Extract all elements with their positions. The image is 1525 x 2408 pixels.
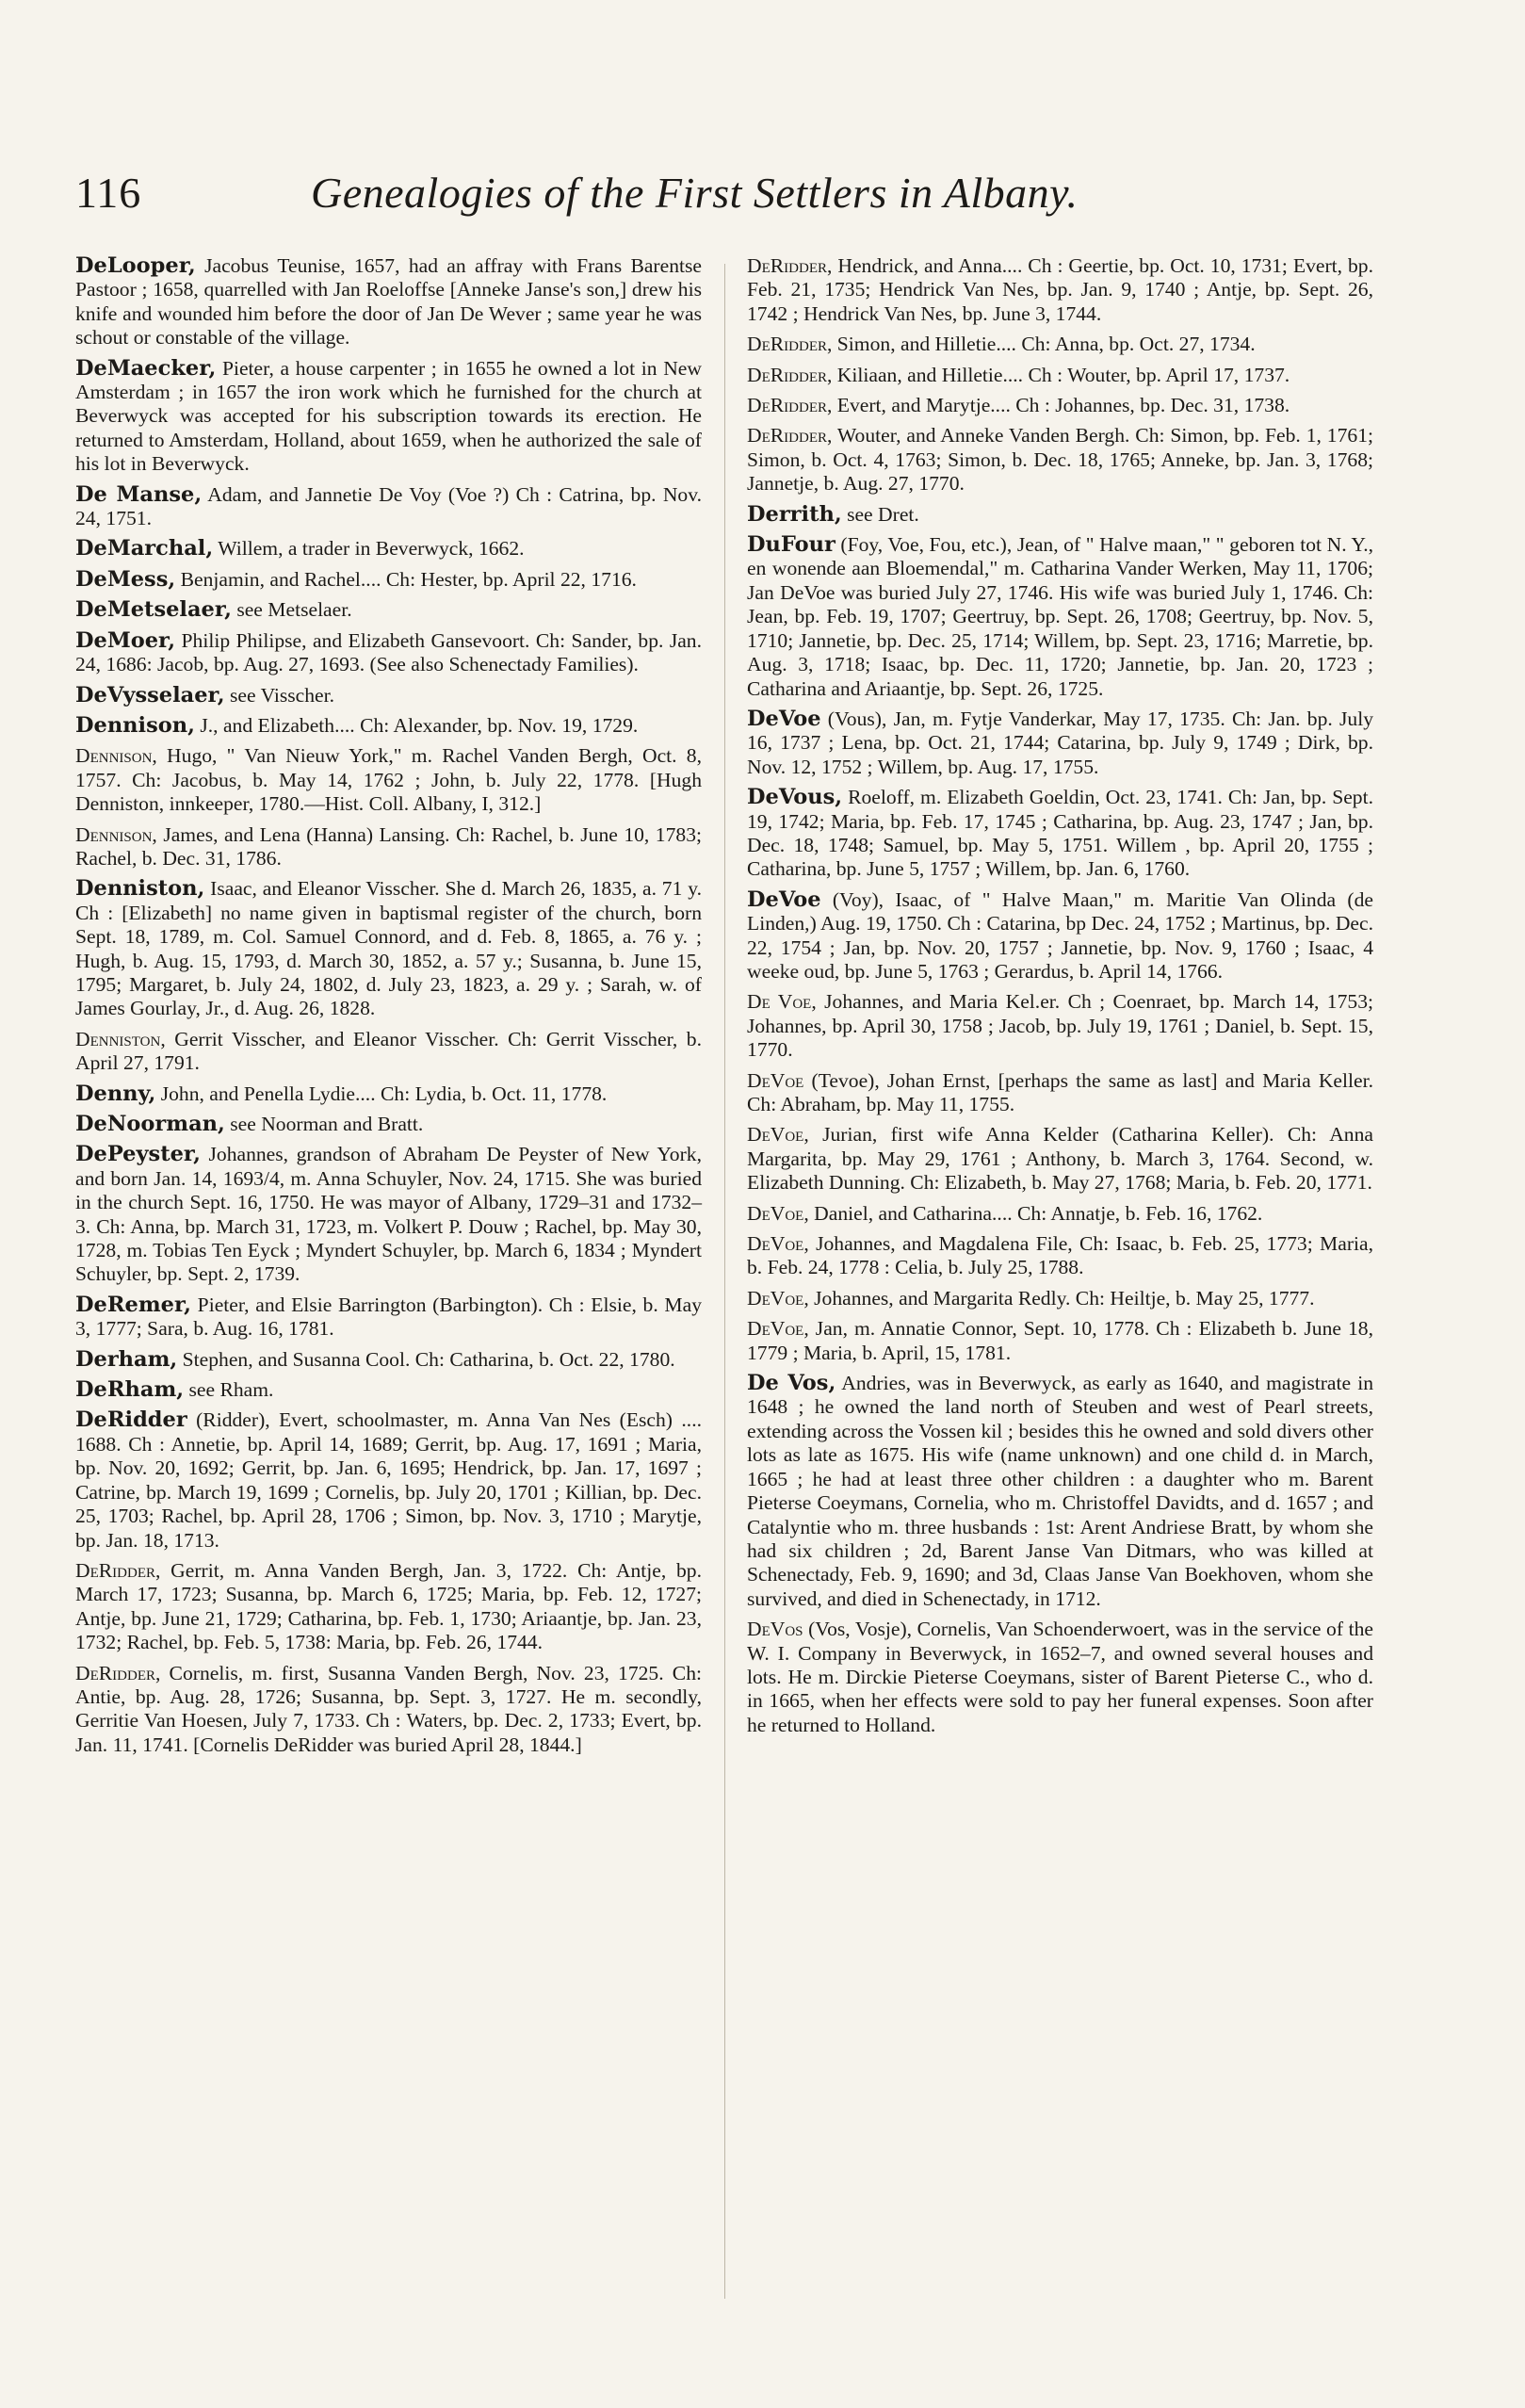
genealogy-entry xyxy=(747,1123,1373,1195)
genealogy-entry xyxy=(75,684,702,708)
entry-text: (Foy, Voe, Fou, etc.), Jean, of " Halve maan," " geboren tot N. Y., en wonende aan Bloemendal," m. Catharina Vander Werken, May 11, 1706; Jan DeVoe was buried July 27, 1746. His wife was buried July 1, 1746. Ch: Jean, bp. Feb. 19, 1707; Geertruy, bp. Sept. 26, 1708; Geertruy, bp. Nov. 5, 1710; Jannetie, bp. Dec. 25, 1714; Willem, bp. Sept. 23, 1716; Marretie, bp. Aug. 3, 1718; Isaac, bp. Dec. 11, 1720; Jannetie, bp. Jan. 20, 1723 ; Catharina and Ariaantje, bp. Sept. 26, 1725. xyxy=(747,533,1373,700)
entry-headword: DeMarchal, xyxy=(75,536,214,561)
entry-text: Daniel, and Catharina.... Ch: Annatje, b. Feb. 16, 1762. xyxy=(808,1201,1263,1225)
entry-headword: DeMoer, xyxy=(75,627,176,653)
entry-headword: De Vos, xyxy=(747,1371,836,1396)
entry-text: Jan, m. Annatie Connor, Sept. 10, 1778. Ch : Elizabeth b. June 18, 1779 ; Maria, b. April, 15, 1781. xyxy=(747,1317,1373,1364)
entry-headword: DeRham, xyxy=(75,1377,185,1403)
genealogy-entry xyxy=(75,568,702,592)
entry-headword: Derham, xyxy=(75,1346,178,1372)
entry-headword: Dennison, xyxy=(75,744,157,768)
genealogy-entry xyxy=(747,1287,1373,1310)
entry-text: James, and Lena (Hanna) Lansing. Ch: Rachel, b. June 10, 1783; Rachel, b. Dec. 31, 1786. xyxy=(75,822,702,870)
genealogy-entry xyxy=(75,483,702,531)
page-header xyxy=(75,168,1375,234)
entry-text: Jurian, first wife Anna Kelder (Catharina Keller). Ch: Anna Margarita, bp. May 29, 1761 ; Anthony, b. March 3, 1764. Second, w. Elizabeth Dunning. Ch: Elizabeth, b. May 27, 1768; Maria, b. Feb. 20, 1771. xyxy=(747,1123,1373,1195)
entry-text: Jacobus Teunise, 1657, had an affray with Frans Barentse Pastoor ; 1658, quarrelled with Jan Roeloffse [Anneke Janse's son,] drew his knife and wounded him before the door of Jan De Wever ; same year he was schout or constable of the village. xyxy=(75,254,702,350)
genealogy-entry xyxy=(747,394,1373,417)
entry-headword: DeVous, xyxy=(747,785,843,810)
entry-headword: DeLooper, xyxy=(75,253,196,278)
genealogy-entry xyxy=(75,357,702,477)
genealogy-entry xyxy=(75,598,702,622)
entry-text: John, and Penella Lydie.... Ch: Lydia, b. Oct. 11, 1778. xyxy=(155,1082,608,1105)
left-column xyxy=(75,254,702,1764)
entry-headword: Denny, xyxy=(75,1081,156,1106)
entry-headword: Dennison, xyxy=(75,712,195,738)
genealogy-entry xyxy=(75,1662,702,1758)
entry-headword: DeRidder, xyxy=(747,333,833,356)
entry-text: Johannes, and Magdalena File, Ch: Isaac, b. Feb. 25, 1773; Maria, b. Feb. 24, 1778 : Celia, b. July 25, 1788. xyxy=(747,1232,1373,1279)
entry-headword: De Voe, xyxy=(747,990,817,1014)
entry-headword: DePeyster, xyxy=(75,1142,201,1167)
entry-headword: DeVos xyxy=(747,1618,803,1641)
entry-text: see Metselaer. xyxy=(231,598,352,622)
text-columns xyxy=(75,254,1373,2327)
genealogy-entry xyxy=(75,1293,702,1342)
right-column xyxy=(747,254,1373,1744)
entry-text: Hendrick, and Anna.... Ch : Geertie, bp. Oct. 10, 1731; Evert, bp. Feb. 21, 1735; Hendrick Van Nes, bp. Jan. 9, 1740 ; Antje, bp. Sept. 26, 1742 ; Hendrick Van Nes, bp. June 3, 1744. xyxy=(747,254,1373,325)
entry-headword: DeVoe, xyxy=(747,1232,809,1256)
genealogy-entry xyxy=(747,1069,1373,1117)
genealogy-entry xyxy=(75,254,702,350)
genealogy-entry xyxy=(747,786,1373,882)
genealogy-entry xyxy=(75,877,702,1020)
genealogy-entry xyxy=(75,1378,702,1402)
entry-headword: DeMetselaer, xyxy=(75,597,232,623)
entry-headword: DeVoe, xyxy=(747,1201,809,1225)
entry-headword: DeMess, xyxy=(75,566,176,592)
entry-text: Pieter, and Elsie Barrington (Barbington). Ch : Elsie, b. May 3, 1777; Sara, b. Aug. 16, 1781. xyxy=(75,1293,702,1341)
genealogy-entry xyxy=(747,1202,1373,1226)
entry-headword: DeVoe, xyxy=(747,1286,809,1310)
entry-text: Stephen, and Susanna Cool. Ch: Catharina, b. Oct. 22, 1780. xyxy=(177,1347,675,1371)
entry-text: Gerrit Visscher, and Eleanor Visscher. Ch: Gerrit Visscher, b. April 27, 1791. xyxy=(75,1027,702,1075)
entry-text: Roeloff, m. Elizabeth Goeldin, Oct. 23, 1741. Ch: Jan, bp. Sept. 19, 1742; Maria, bp. Feb. 17, 1745 ; Catharina, bp. Aug. 23, 1747 ; Jan, bp. Dec. 18, 1748; Samuel, bp. May 5, 1751. Willem , bp. April 20, 1755 ; Catharina, bp. June 5, 1757 ; Willem, bp. Jan. 6, 1760. xyxy=(747,786,1373,881)
entry-text: Andries, was in Beverwyck, as early as 1640, and magistrate in 1648 ; he owned the land north of Steuben and west of Pearl streets, extending across the Vossen kil ; besides this he owned and sold divers other lots as late as 1675. His wife (name unknown) and one child d. in March, 1665 ; he had at least three other children : a daughter who m. Barent Pieterse Coeymans, Cornelia, who m. Christoffel Davidts, and d. 1657 ; and Catalyntie who m. three husbands : 1st: Arent Andriese Bratt, by whom she had six children ; 2d, Barent Janse Van Ditmars, who was killed at Schenectady, Feb. 9, 1690; and 3d, Claas Janse Van Boekhoven, whom she survived, and died in Schenectady, in 1712. xyxy=(747,1372,1373,1610)
entry-text: see Visscher. xyxy=(224,683,335,707)
entry-headword: DeRidder, xyxy=(75,1558,161,1582)
genealogy-entry xyxy=(747,888,1373,984)
genealogy-entry xyxy=(747,1317,1373,1365)
genealogy-entry xyxy=(75,1559,702,1655)
entry-text: (Vos, Vosje), Cornelis, Van Schoenderwoert, was in the service of the W. I. Company in Beverwyck, in 1652–7, and owned several houses and lots. He m. Dirckie Pieterse Coeymans, sister of Barent Pieterse C., who d. in 1665, when her effects were sold to pay her funeral expenses. Soon after he returned to Holland. xyxy=(747,1618,1373,1736)
genealogy-entry xyxy=(747,1232,1373,1280)
entry-headword: DeVoe, xyxy=(747,1123,809,1147)
entry-text: (Ridder), Evert, schoolmaster, m. Anna Van Nes (Esch) .... 1688. Ch : Annetie, bp. April 14, 1689; Gerrit, bp. Aug. 17, 1691 ; Maria, bp. Nov. 20, 1692; Gerrit, bp. Jan. 6, 1695; Hendrick, bp. Jan. 17, 1697 ; Catrine, bp. March 19, 1699 ; Cornelis, bp. July 20, 1701 ; Killian, bp. Dec. 25, 1703; Rachel, bp. April 28, 1706 ; Simon, bp. Nov. 3, 1710 ; Marytje, bp. Jan. 18, 1713. xyxy=(75,1408,702,1552)
genealogy-entry xyxy=(747,1372,1373,1611)
entry-text: Hugo, " Van Nieuw York," m. Rachel Vanden Bergh, Oct. 8, 1757. Ch: Jacobus, b. May 14, 1762 ; John, b. July 22, 1778. [Hugh Denniston, innkeeper, 1780.—Hist. Coll. Albany, I, 312.] xyxy=(75,744,702,816)
entry-text: J., and Elizabeth.... Ch: Alexander, bp. Nov. 19, 1729. xyxy=(194,713,639,737)
genealogy-entry xyxy=(747,254,1373,326)
entry-headword: DeRidder, xyxy=(75,1661,161,1684)
page-number: 116 xyxy=(75,169,142,217)
entry-text: see Rham. xyxy=(184,1378,274,1402)
genealogy-entry xyxy=(75,823,702,871)
entry-text: Pieter, a house carpenter ; in 1655 he owned a lot in New Amsterdam ; in 1657 the iron work which he furnished for the church at Beverwyck was accepted for his subscription towards its erection. He returned to Amsterdam, Holland, about 1659, when he authorized the sale of his lot in Beverwyck. xyxy=(75,356,702,476)
entry-text: Kiliaan, and Hilletie.... Ch : Wouter, bp. April 17, 1737. xyxy=(832,363,1290,386)
entry-text: Cornelis, m. first, Susanna Vanden Bergh, Nov. 23, 1725. Ch: Antie, bp. Aug. 28, 1726; Susanna, bp. Sept. 3, 1727. He m. secondly, Gerritie Van Hoesen, July 7, 1733. Ch : Waters, bp. Dec. 2, 1733; Evert, bp. Jan. 11, 1741. [Cornelis DeRidder was buried April 28, 1844.] xyxy=(75,1661,702,1756)
entry-headword: DeRidder, xyxy=(747,424,833,447)
genealogy-entry xyxy=(75,629,702,677)
entry-headword: Denniston, xyxy=(75,876,205,902)
genealogy-entry xyxy=(75,1348,702,1372)
genealogy-entry xyxy=(75,1113,702,1136)
entry-headword: DeNoorman, xyxy=(75,1112,225,1136)
entry-headword: De Manse, xyxy=(75,481,203,507)
entry-headword: DeVoe xyxy=(747,1068,804,1092)
genealogy-entry xyxy=(747,990,1373,1062)
genealogy-entry xyxy=(75,714,702,738)
running-title: Genealogies of the First Settlers in Albany. xyxy=(311,169,1079,217)
genealogy-entry xyxy=(75,744,702,816)
genealogy-entry xyxy=(747,708,1373,779)
entry-text: Johannes, grandson of Abraham De Peyster of New York, and born Jan. 14, 1693/4, m. Anna Schuyler, Nov. 24, 1715. She was buried in the church Sept. 16, 1750. He was mayor of Albany, 1729–31 and 1732–3. Ch: Anna, bp. March 31, 1723, m. Volkert P. Douw ; Rachel, bp. May 30, 1728, m. Tobias Ten Eyck ; Myndert Schuyler, bp. March 6, 1834 ; Myndert Schuyler, bp. Sept. 2, 1739. xyxy=(75,1143,702,1286)
entry-text: Isaac, and Eleanor Visscher. She d. March 26, 1835, a. 71 y. Ch : [Elizabeth] no name given in baptismal register of the church, born Sept. 18, 1789, m. Col. Samuel Connord, and d. Feb. 8, 1865, a. 76 y. ; Hugh, b. Aug. 15, 1793, d. March 30, 1852, a. 57 y.; Susanna, b. June 15, 1795; Margaret, b. July 24, 1802, d. July 23, 1823, a. 29 y. ; Sarah, w. of James Gourlay, Jr., d. Aug. 26, 1828. xyxy=(75,877,702,1020)
column-divider xyxy=(724,264,725,2299)
entry-text: Benjamin, and Rachel.... Ch: Hester, bp. April 22, 1716. xyxy=(175,567,637,591)
genealogy-entry xyxy=(75,1143,702,1286)
genealogy-entry xyxy=(75,1082,702,1106)
entry-text: Johannes, and Margarita Redly. Ch: Heiltje, b. May 25, 1777. xyxy=(808,1286,1315,1310)
genealogy-entry xyxy=(747,1618,1373,1737)
genealogy-entry xyxy=(747,333,1373,356)
entry-text: Evert, and Marytje.... Ch : Johannes, bp. Dec. 31, 1738. xyxy=(832,394,1290,417)
entry-headword: DeMaecker, xyxy=(75,355,217,381)
genealogy-entry xyxy=(75,1408,702,1552)
entry-headword: Derrith, xyxy=(747,501,842,527)
entry-text: (Vous), Jan, m. Fytje Vanderkar, May 17, 1735. Ch: Jan. bp. July 16, 1737 ; Lena, bp. Oct. 21, 1744; Catarina, bp. July 9, 1749 ; Dirk, bp. Nov. 12, 1752 ; Willem, bp. Aug. 17, 1755. xyxy=(747,707,1373,778)
entry-headword: DeVoe xyxy=(747,706,821,731)
entry-text: (Voy), Isaac, of " Halve Maan," m. Maritie Van Olinda (de Linden,) Aug. 19, 1750. Ch : Catarina, bp Dec. 24, 1752 ; Martinus, bp. Dec. 22, 1754 ; Jan, bp. Nov. 20, 1757 ; Jannetie, bp. Nov. 9, 1760 ; Isaac, 4 weeke oud, bp. June 5, 1763 ; Gerardus, b. April 14, 1766. xyxy=(747,887,1373,983)
genealogy-entry xyxy=(747,424,1373,496)
entry-headword: Dennison, xyxy=(75,822,157,846)
entry-text: see Noorman and Bratt. xyxy=(224,1113,424,1135)
entry-text: Willem, a trader in Beverwyck, 1662. xyxy=(213,537,525,561)
entry-headword: DeVoe xyxy=(747,887,821,912)
entry-text: Johannes, and Maria Kel.er. Ch ; Coenraet, bp. March 14, 1753; Johannes, bp. April 30, 1758 ; Jacob, bp. July 19, 1761 ; Daniel, b. Sept. 15, 1770. xyxy=(747,990,1373,1062)
entry-headword: DeVoe, xyxy=(747,1317,809,1341)
entry-text: (Tevoe), Johan Ernst, [perhaps the same as last] and Maria Keller. Ch: Abraham, bp. May 11, 1755. xyxy=(747,1068,1373,1115)
entry-headword: DeRidder, xyxy=(747,254,833,277)
entry-headword: DeVysselaer, xyxy=(75,682,225,708)
entry-headword: DeRidder, xyxy=(747,363,833,386)
entry-headword: DeRemer, xyxy=(75,1292,192,1317)
genealogy-entry xyxy=(747,503,1373,527)
entry-headword: Denniston, xyxy=(75,1027,166,1050)
genealogy-entry xyxy=(75,537,702,561)
entry-headword: DeRidder xyxy=(75,1407,187,1433)
entry-text: Adam, and Jannetie De Voy (Voe ?) Ch : Catrina, bp. Nov. 24, 1751. xyxy=(75,482,702,530)
genealogy-entry xyxy=(747,533,1373,701)
entry-headword: DuFour xyxy=(747,532,836,558)
entry-text: Gerrit, m. Anna Vanden Bergh, Jan. 3, 1722. Ch: Antje, bp. March 17, 1723; Susanna, bp. March 6, 1725; Maria, bp. Feb. 12, 1727; Antje, bp. June 21, 1729; Catharina, bp. Feb. 1, 1730; Ariaantje, bp. Jan. 23, 1732; Rachel, bp. Feb. 5, 1738: Maria, bp. Feb. 26, 1744. xyxy=(75,1558,702,1654)
entry-headword: DeRidder, xyxy=(747,394,833,417)
entry-text: Wouter, and Anneke Vanden Bergh. Ch: Simon, bp. Feb. 1, 1761; Simon, b. Oct. 4, 1763; Simon, b. Dec. 18, 1765; Anneke, bp. Jan. 3, 1768; Jannetje, b. Aug. 27, 1770. xyxy=(747,424,1373,496)
entry-text: Simon, and Hilletie.... Ch: Anna, bp. Oct. 27, 1734. xyxy=(832,333,1256,356)
entry-text: Philip Philipse, and Elizabeth Gansevoort. Ch: Sander, bp. Jan. 24, 1686: Jacob, bp. Aug. 27, 1693. (See also Schenectady Families). xyxy=(75,628,702,676)
genealogy-entry xyxy=(747,364,1373,387)
genealogy-entry xyxy=(75,1028,702,1076)
entry-text: see Dret. xyxy=(841,502,919,526)
